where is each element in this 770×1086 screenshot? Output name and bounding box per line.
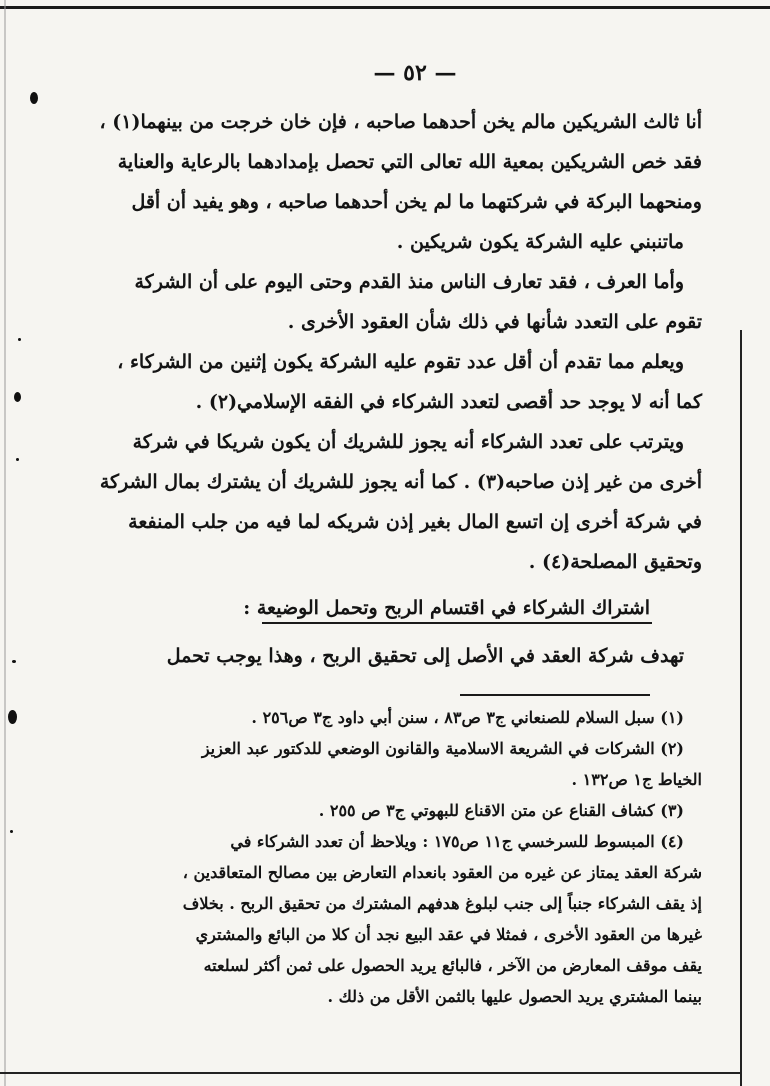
scan-speck (8, 710, 17, 724)
body-line: ماتنبني عليه الشركة يكون شريكين . (396, 231, 684, 253)
body-line: أخرى من غير إذن صاحبه(٣) . كما أنه يجوز للشريك أن يشترك بمال الشركة (99, 471, 702, 493)
body-line: وأما العرف ، فقد تعارف الناس منذ القدم وحتى اليوم على أن الشركة (134, 271, 684, 293)
scan-speck (10, 830, 13, 833)
body-line: كما أنه لا يوجد حد أقصى لتعدد الشركاء في الفقه الإسلامي(٢) . (195, 391, 702, 413)
body-line: ومنحهما البركة في شركتهما ما لم يخن أحدهما صاحبه ، وهو يفيد أن أقل (131, 191, 702, 213)
section-heading: اشتراك الشركاء في اقتسام الربح وتحمل الوضيعة : (243, 597, 650, 619)
footnote-line: بينما المشتري يريد الحصول عليها بالثمن الأقل من ذلك . (327, 987, 702, 1006)
footnote-line: (٤) المبسوط للسرخسي ج١١ ص١٧٥ : ويلاحظ أن تعدد الشركاء في (230, 832, 684, 851)
scan-speck (30, 92, 38, 104)
section-heading-underline (262, 622, 652, 624)
footnote-line: (٢) الشركات في الشريعة الاسلامية والقانون الوضعي للدكتور عبد العزيز (201, 739, 684, 758)
body-line: أنا ثالث الشريكين مالم يخن أحدهما صاحبه ، فإن خان خرجت من بينهما(١) ، (99, 111, 702, 133)
footnote-separator (460, 694, 650, 696)
scan-speck (12, 660, 16, 663)
scan-speck (18, 338, 21, 341)
page-number: — ٥٢ — (373, 60, 457, 86)
scan-edge-left (4, 0, 6, 1086)
footnote-line: يقف موقف المعارض من الآخر ، فالبائع يريد الحصول على ثمن أكثر لسلعته (203, 956, 702, 975)
scan-edge-bottom (0, 1072, 740, 1074)
section-paragraph-block (112, 636, 702, 676)
body-line: وتحقيق المصلحة(٤) . (528, 551, 702, 573)
footnote-line: إذ يقف الشركاء جنباً إلى جنب لبلوغ هدفهم المشترك من تحقيق الربح . بخلاف (182, 894, 702, 913)
footnote-line: (١) سبل السلام للصنعاني ج٣ ص٨٣ ، سنن أبي داود ج٣ ص٢٥٦ . (251, 708, 684, 727)
body-line: ويترتب على تعدد الشركاء أنه يجوز للشريك أن يكون شريكا في شركة (132, 431, 684, 453)
footnote-line: غيرها من العقود الأخرى ، فمثلا في عقد البيع نجد أن كلا من البائع والمشتري (195, 925, 702, 944)
scan-edge-top (0, 6, 770, 9)
scan-speck (16, 458, 19, 461)
body-line: تقوم على التعدد شأنها في ذلك شأن العقود الأخرى . (287, 311, 702, 333)
section-paragraph: تهدف شركة العقد في الأصل إلى تحقيق الربح ، وهذا يوجب تحمل (166, 645, 684, 667)
body-line: فقد خص الشريكين بمعية الله تعالى التي تحصل بإمدادهما بالرعاية والعناية (117, 151, 702, 173)
body-text (99, 102, 702, 582)
footnote-line: الخياط ج١ ص١٣٢ . (571, 770, 702, 789)
scan-speck (14, 392, 21, 402)
body-line: ويعلم مما تقدم أن أقل عدد تقوم عليه الشركة يكون إثنين من الشركاء ، (117, 351, 684, 373)
body-line: في شركة أخرى إن اتسع المال بغير إذن شريكه لما فيه من جلب المنفعة (128, 511, 702, 533)
footnote-line: (٣) كشاف القناع عن متن الاقناع للبهوتي ج٣ ص ٢٥٥ . (318, 801, 684, 820)
scan-edge-right (740, 330, 742, 1086)
footnotes (112, 702, 702, 1012)
footnote-line: شركة العقد يمتاز عن غيره من العقود بانعدام التعارض بين مصالح المتعاقدين ، (182, 863, 702, 882)
